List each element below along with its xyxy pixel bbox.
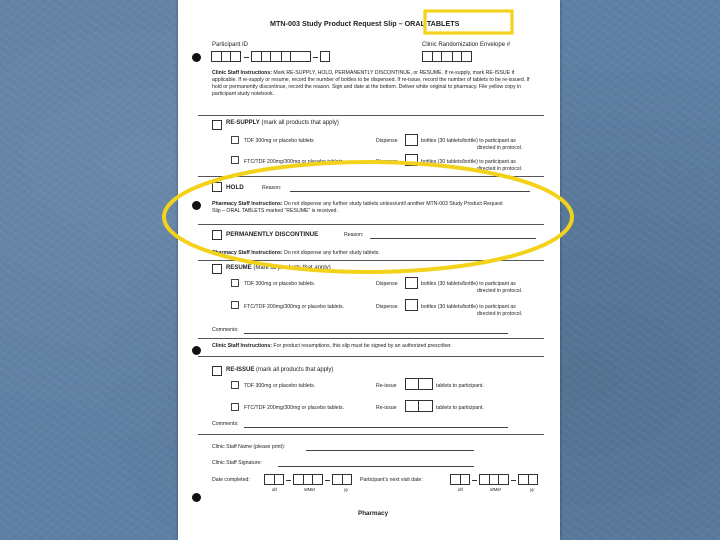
- envelope-label: Clinic Randomization Envelope #: [422, 42, 511, 48]
- reissue-comments-label: Comments:: [212, 421, 239, 427]
- resupply-ftc-label: FTC/TDF 200mg/300mg or placebo tablets: [244, 159, 343, 165]
- resume-ftc-action: Dispense: [376, 304, 398, 310]
- discontinue-reason-line[interactable]: [370, 238, 536, 239]
- resupply-tdf-checkbox[interactable]: [231, 136, 239, 144]
- reissue-ftc-checkbox[interactable]: [231, 403, 239, 411]
- form-page: [178, 0, 560, 540]
- resume-ftc-suffix2: directed in protocol.: [477, 311, 523, 317]
- resume-tdf-action: Dispense: [376, 281, 398, 287]
- staff-name-label: Clinic Staff Name (please print):: [212, 444, 286, 450]
- staff-name-line[interactable]: [306, 450, 474, 451]
- reissue-ftc-label: FTC/TDF 200mg/300mg or placebo tablets.: [244, 405, 345, 411]
- discontinue-checkbox[interactable]: [212, 230, 222, 240]
- resupply-tdf-action: Dispense: [376, 138, 398, 144]
- resume-tdf-suffix2: directed in protocol.: [477, 288, 523, 294]
- next-date-part-dd: dd: [458, 487, 463, 492]
- resupply-tdf-label: TDF 300mg or placebo tablets: [244, 138, 314, 144]
- resume-ftc-bottles-input[interactable]: [405, 299, 418, 311]
- resume-checkbox[interactable]: [212, 264, 222, 274]
- resupply-tdf-bottles-input[interactable]: [405, 134, 418, 146]
- resume-tdf-checkbox[interactable]: [231, 279, 239, 287]
- resume-ftc-label: FTC/TDF 200mg/300mg or placebo tablets.: [244, 304, 345, 310]
- date-part-mmm: MMM: [304, 487, 315, 492]
- clinic-staff-instructions: Clinic Staff Instructions: Mark RE-SUPPLY, HOLD, PERMANENTLY DISCONTINUE, or RESUME. If re-supply, mark RE-ISSUE if applicable. If re-supply or resume, record the number of bottles to be dispensed. If re-issue, record the number of tablets to be re-issued. If hold or permanently discontinue, record the reason. Sign and date at the bottom. Deliver white original to pharmacy. File yellow copy in participant study notebook.: [212, 70, 530, 98]
- resupply-ftc-action: Dispense: [376, 159, 398, 165]
- date-part-dd: dd: [272, 487, 277, 492]
- reissue-ftc-action: Re-issue: [376, 405, 397, 411]
- resume-tdf-bottles-input[interactable]: [405, 277, 418, 289]
- resupply-tdf-suffix2: directed in protocol.: [477, 145, 523, 151]
- date-part-yy: yy: [344, 487, 349, 492]
- punch-hole: [192, 201, 201, 210]
- reissue-tdf-checkbox[interactable]: [231, 381, 239, 389]
- resupply-ftc-suffix2: directed in protocol.: [477, 166, 523, 172]
- form-title-main: MTN-003 Study Product Request Slip –: [270, 19, 403, 28]
- reissue-tdf-action: Re-issue: [376, 383, 397, 389]
- discontinue-reason-label: Reason:: [344, 232, 364, 238]
- resume-tdf-suffix: bottles (30 tablets/bottle) to participant as: [421, 281, 516, 287]
- next-date-part-yy: yy: [530, 487, 535, 492]
- form-title: [270, 19, 459, 28]
- resume-header: RESUME (Mark all products that apply): [226, 265, 331, 271]
- resume-tdf-label: TDF 300mg or placebo tablets.: [244, 281, 316, 287]
- resupply-ftc-suffix: bottles (30 tablets/bottle) to participant as: [421, 159, 516, 165]
- next-date-part-mmm: MMM: [490, 487, 501, 492]
- reissue-tdf-suffix: tablets to participant.: [436, 383, 484, 389]
- resume-ftc-checkbox[interactable]: [231, 301, 239, 309]
- reissue-comments-line[interactable]: [244, 427, 508, 428]
- resupply-header: RE-SUPPLY (mark all products that apply): [226, 120, 339, 126]
- pharmacy-staff-instructions-2: Pharmacy Staff Instructions: Do not dispense any further study tablets.: [212, 250, 380, 256]
- hold-label: HOLD: [226, 184, 244, 191]
- staff-signature-label: Clinic Staff Signature:: [212, 460, 262, 466]
- resupply-ftc-bottles-input[interactable]: [405, 154, 418, 166]
- clinic-staff-instructions-2: Clinic Staff Instructions: For product resumptions, this slip must be signed by an authorized prescriber.: [212, 343, 452, 349]
- staff-signature-line[interactable]: [278, 466, 474, 467]
- reissue-header: RE-ISSUE (mark all products that apply): [226, 367, 334, 373]
- resume-comments-label: Comments:: [212, 327, 239, 333]
- discontinue-label: PERMANENTLY DISCONTINUE: [226, 231, 319, 238]
- participant-id-label: Participant ID: [212, 42, 249, 48]
- reissue-tdf-label: TDF 300mg or placebo tablets.: [244, 383, 316, 389]
- hold-checkbox[interactable]: [212, 182, 222, 192]
- date-completed-label: Date completed:: [212, 477, 250, 483]
- resupply-tdf-suffix: bottles (30 tablets/bottle) to participant as: [421, 138, 516, 144]
- punch-hole: [192, 53, 201, 62]
- form-title-highlight: ORAL TABLETS: [404, 19, 460, 28]
- reissue-ftc-suffix: tablets to participant.: [436, 405, 484, 411]
- next-visit-label: Participant’s next visit date:: [360, 477, 423, 483]
- resupply-ftc-checkbox[interactable]: [231, 156, 239, 164]
- punch-hole: [192, 493, 201, 502]
- punch-hole: [192, 346, 201, 355]
- hold-reason-line[interactable]: [290, 191, 530, 192]
- pharmacy-footer: Pharmacy: [358, 510, 389, 517]
- resume-ftc-suffix: bottles (30 tablets/bottle) to participant as: [421, 304, 516, 310]
- resupply-checkbox[interactable]: [212, 120, 222, 130]
- reissue-checkbox[interactable]: [212, 366, 222, 376]
- pharmacy-staff-instructions: Pharmacy Staff Instructions: Do not dispense any further study tablets unless/until another MTN-003 Study Product Request Slip – ORAL TABLETS marked “RESUME” is received.: [212, 201, 503, 215]
- hold-reason-label: Reason:: [262, 185, 282, 191]
- resume-comments-line[interactable]: [244, 333, 508, 334]
